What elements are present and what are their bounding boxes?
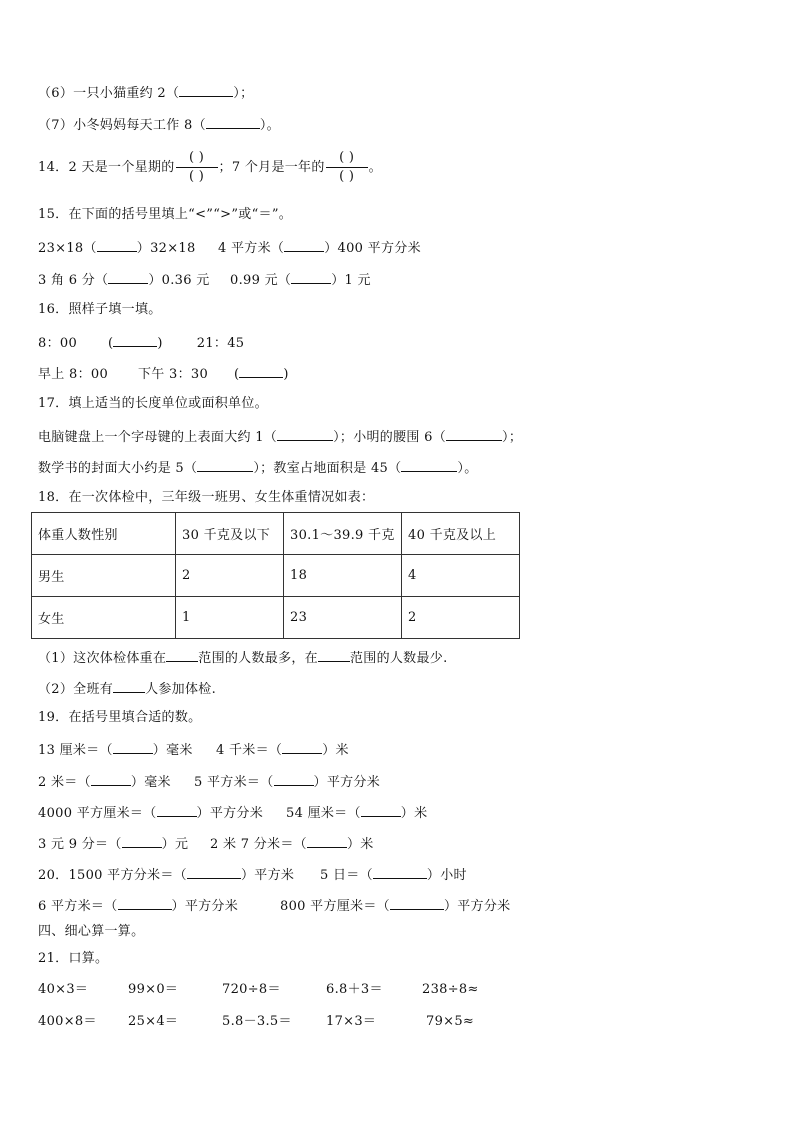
answer-blank[interactable] bbox=[118, 897, 172, 910]
table-cell: 1 bbox=[176, 597, 284, 639]
answer-blank[interactable] bbox=[187, 866, 241, 879]
table-header-cell: 40 千克及以上 bbox=[402, 513, 520, 555]
oral-calc-item: 17×3＝ bbox=[326, 1014, 377, 1029]
table-cell: 2 bbox=[176, 555, 284, 597]
q19-title: 19．在括号里填合适的数。 bbox=[38, 710, 202, 725]
oral-calc-item: 40×3＝ bbox=[38, 982, 89, 997]
oral-calc-item: 5.8－3.5＝ bbox=[222, 1014, 292, 1029]
answer-blank[interactable] bbox=[274, 773, 314, 786]
answer-blank[interactable] bbox=[122, 835, 162, 848]
q15-row2: 3 角 6 分（ ）0.36 元 0.99 元（ ）1 元 bbox=[38, 273, 371, 288]
oral-calc-item: 6.8＋3＝ bbox=[326, 982, 383, 997]
q20-row2: 6 平方米＝（ ）平方分米 800 平方厘米＝（ ）平方分米 bbox=[38, 899, 511, 914]
table-header-cell: 30 千克及以下 bbox=[176, 513, 284, 555]
table-header-cell: 体重人数性别 bbox=[32, 513, 176, 555]
answer-blank[interactable] bbox=[373, 866, 427, 879]
q17-title: 17．填上适当的长度单位或面积单位。 bbox=[38, 396, 268, 411]
answer-blank[interactable] bbox=[166, 649, 198, 662]
oral-calc-item: 79×5≈ bbox=[426, 1014, 475, 1029]
table-row bbox=[32, 555, 520, 597]
answer-blank[interactable] bbox=[197, 459, 253, 472]
answer-blank[interactable] bbox=[390, 897, 444, 910]
table-header-cell: 30.1～39.9 千克 bbox=[284, 513, 402, 555]
oral-calc-item: 400×8＝ bbox=[38, 1014, 97, 1029]
q15-title: 15．在下面的括号里填上“<”“>”或“＝”。 bbox=[38, 207, 293, 222]
q20-row1: 20．1500 平方分米＝（ ）平方米 5 日＝（ ）小时 bbox=[38, 868, 467, 883]
fraction-blank[interactable]: $\frac{( )}{( )}$ bbox=[326, 149, 368, 186]
answer-blank[interactable] bbox=[108, 271, 148, 284]
answer-blank[interactable] bbox=[284, 239, 324, 252]
answer-blank[interactable] bbox=[113, 680, 145, 693]
table-cell: 23 bbox=[284, 597, 402, 639]
answer-blank[interactable] bbox=[179, 84, 233, 97]
q16-title: 16．照样子填一填。 bbox=[38, 302, 162, 317]
q21-title: 21．口算。 bbox=[38, 951, 109, 966]
answer-blank[interactable] bbox=[446, 428, 502, 441]
oral-calc-item: 720÷8＝ bbox=[222, 982, 281, 997]
q18-sub2: （2）全班有 人参加体检. bbox=[38, 682, 217, 697]
answer-blank[interactable] bbox=[318, 649, 350, 662]
answer-blank[interactable] bbox=[91, 773, 131, 786]
q17-row1: 电脑键盘上一个字母键的上表面大约 1（ ）；小明的腰围 6（ ）； bbox=[38, 430, 523, 445]
answer-blank[interactable] bbox=[97, 239, 137, 252]
answer-blank[interactable] bbox=[277, 428, 333, 441]
table-cell: 18 bbox=[284, 555, 402, 597]
answer-blank[interactable] bbox=[113, 741, 153, 754]
section-heading: 四、细心算一算。 bbox=[38, 924, 145, 939]
answer-blank[interactable] bbox=[401, 459, 457, 472]
q19-row1: 13 厘米＝（ ）毫米 4 千米＝（ ）米 bbox=[38, 743, 349, 758]
q19-row2: 2 米＝（ ）毫米 5 平方米＝（ ）平方分米 bbox=[38, 775, 381, 790]
oral-calc-item: 99×0＝ bbox=[128, 982, 179, 997]
answer-blank[interactable] bbox=[291, 271, 331, 284]
q16-row1: 8：00 ( ) 21：45 bbox=[38, 336, 245, 351]
answer-blank[interactable] bbox=[361, 804, 401, 817]
q19-row3: 4000 平方厘米＝（ ）平方分米 54 厘米＝（ ）米 bbox=[38, 806, 428, 821]
table-cell: 女生 bbox=[32, 597, 176, 639]
q21-row2 bbox=[38, 1014, 474, 1030]
q16-row2: 早上 8：00 下午 3：30 ( ) bbox=[38, 367, 289, 382]
q15-row1: 23×18（ ）32×18 4 平方米（ ）400 平方分米 bbox=[38, 241, 421, 256]
table-cell: 男生 bbox=[32, 555, 176, 597]
weight-table bbox=[31, 512, 520, 639]
answer-blank[interactable] bbox=[113, 334, 157, 347]
answer-blank[interactable] bbox=[157, 804, 197, 817]
q18-title: 18．在一次体检中，三年级一班男、女生体重情况如表： bbox=[38, 490, 375, 505]
table-cell: 2 bbox=[402, 597, 520, 639]
table-row bbox=[32, 597, 520, 639]
answer-blank[interactable] bbox=[307, 835, 347, 848]
q13-item6: （6）一只小猫重约 2（ ）； bbox=[38, 86, 254, 101]
table-cell: 4 bbox=[402, 555, 520, 597]
q19-row4: 3 元 9 分＝（ ）元 2 米 7 分米＝（ ）米 bbox=[38, 837, 374, 852]
answer-blank[interactable] bbox=[206, 116, 260, 129]
answer-blank[interactable] bbox=[282, 741, 322, 754]
fraction-blank[interactable]: $\frac{( )}{( )}$ bbox=[176, 149, 218, 186]
q13-item7: （7）小冬妈妈每天工作 8（ ）。 bbox=[38, 118, 280, 133]
oral-calc-item: 238÷8≈ bbox=[422, 982, 479, 997]
answer-blank[interactable] bbox=[239, 365, 283, 378]
q21-row1 bbox=[38, 982, 479, 998]
oral-calc-item: 25×4＝ bbox=[128, 1014, 179, 1029]
table-header-row bbox=[32, 513, 520, 555]
q14: 14．2 天是一个星期的 $\frac{( )}{( )}$ ；7 个月是一年的 $\frac{( )}{( )}$ 。 bbox=[38, 150, 382, 184]
q18-sub1: （1）这次体检体重在 范围的人数最多，在 范围的人数最少. bbox=[38, 651, 448, 666]
q17-row2: 数学书的封面大小约是 5（ ）；教室占地面积是 45（ ）。 bbox=[38, 461, 478, 476]
